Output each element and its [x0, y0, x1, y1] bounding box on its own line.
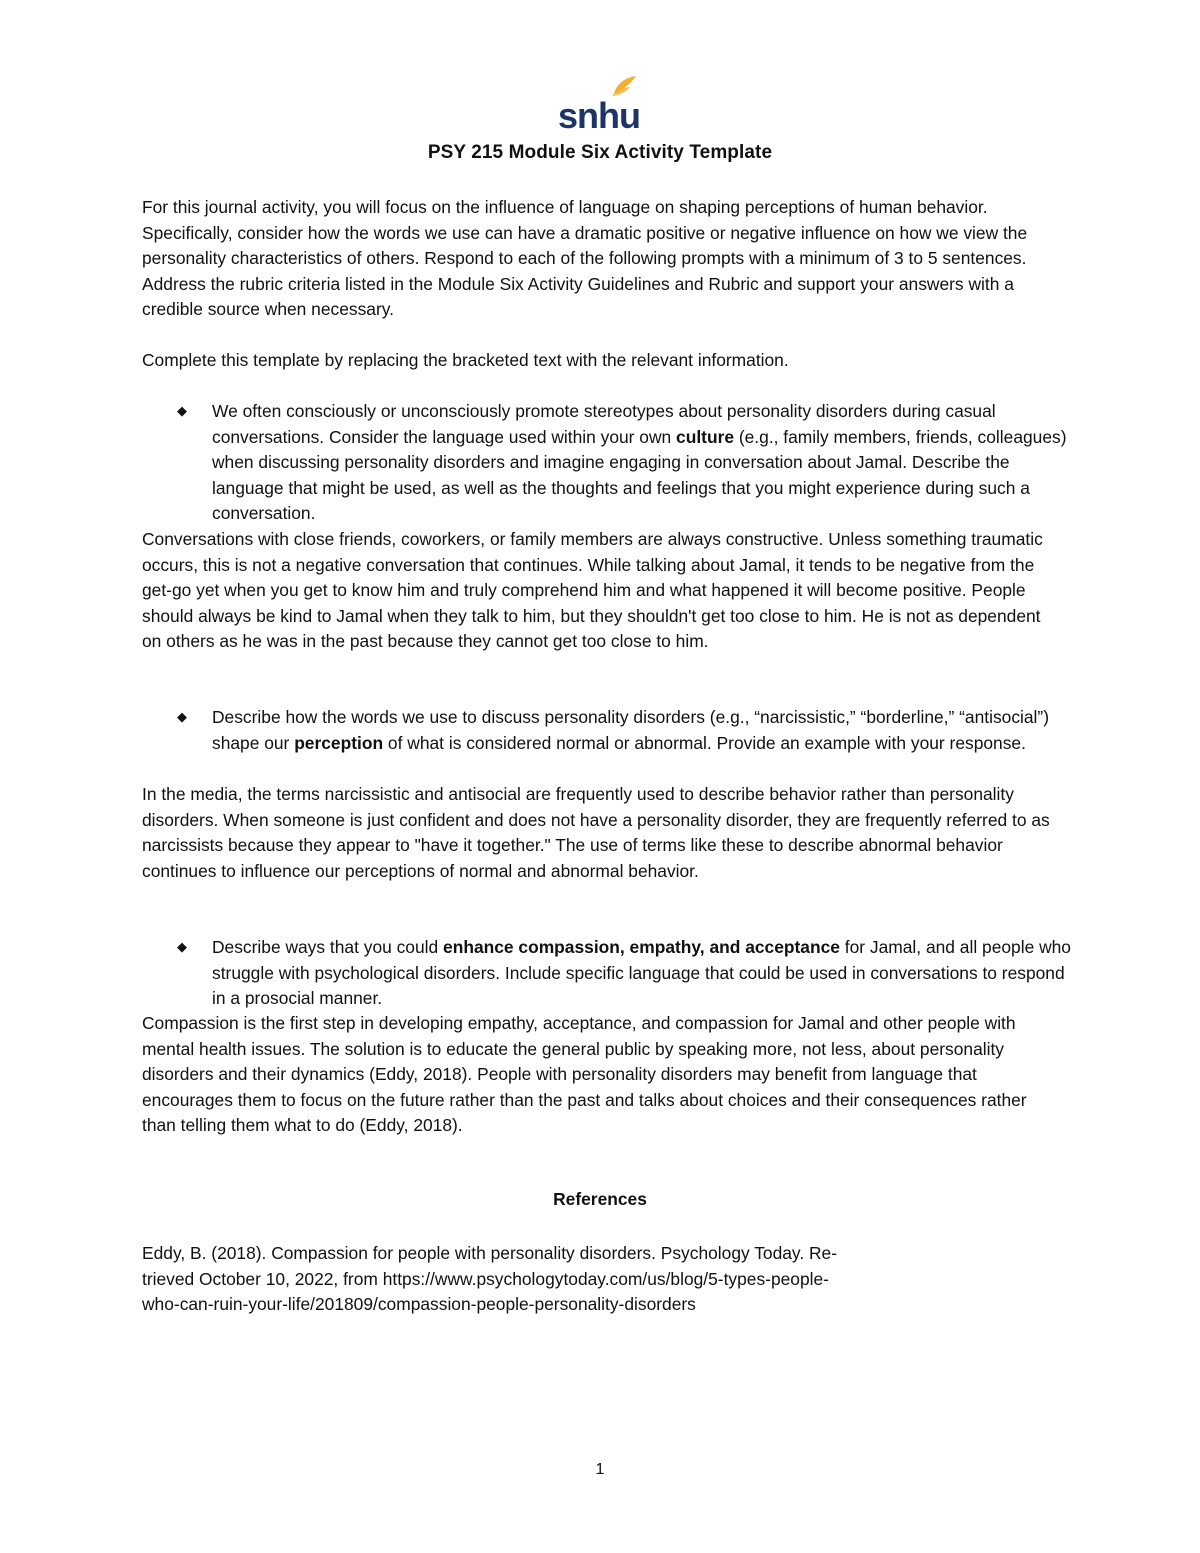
- response-2: In the media, the terms narcissistic and antisocial are frequently used to describe behavior rather than personality disorders. When someone is just confident and does not have a personality disorder, they are frequently referred to as narcissists because they appear to "have it together." The use of terms like these to describe abnormal behavior continues to influence our perceptions of normal and abnormal behavior.: [142, 784, 1050, 881]
- page-number: 1: [595, 1461, 605, 1478]
- prompt-2: [212, 705, 1072, 756]
- response-3: Compassion is the first step in developing empathy, acceptance, and compassion for Jamal and other people with mental health issues. The solution is to educate the general public by speaking more, not less, about personality disorders and their dynamics (Eddy, 2018). People with personality disorders may benefit from language that encourages them to focus on the future rather than the past and talks about choices and their consequences rather than telling them what to do (Eddy, 2018).: [142, 1013, 1027, 1135]
- prompt-3: [212, 935, 1072, 1012]
- prompt-2-text: Describe how the words we use to discuss personality disorders (e.g., “narcissistic,” “borderline,” “antisocial”) shape our: [212, 707, 1049, 753]
- reference-line: Eddy, B. (2018). Compassion for people with personality disorders. Psychology Today. Re-: [142, 1243, 838, 1263]
- bullet-icon: ◆: [177, 939, 187, 954]
- prompt-2-emphasis: perception: [294, 732, 384, 753]
- bullet-icon: ◆: [177, 403, 187, 418]
- prompt-3-text: Describe ways that you could: [212, 937, 444, 957]
- prompt-1-emphasis: culture: [676, 426, 735, 447]
- prompt-2-text-cont: of what is considered normal or abnormal. Provide an example with your response.: [383, 732, 1026, 753]
- prompt-1-text-cont: (e.g., family members, friends, colleagues) when discussing personality disorders and imagine engaging in conversation about Jamal. Describe the language that might be used, as well as the thoughts and feelings that you might experience during such a conversation.: [212, 426, 1067, 523]
- reference-line: who-can-ruin-your-life/201809/compassion-people-personality-disorders: [142, 1294, 696, 1314]
- reference-line: trieved October 10, 2022, from https://www.psychologytoday.com/us/blog/5-types-people-: [142, 1268, 829, 1289]
- prompt-3-text-cont: for Jamal, and all people who struggle with psychological disorders. Include specific language that could be used in conversations to respond in a prosocial manner.: [212, 937, 1071, 1008]
- prompt-1: [212, 399, 1072, 527]
- reference-entry: [142, 1241, 962, 1318]
- snhu-logo-graphic: [556, 74, 644, 132]
- instruction-paragraph: Complete this template by replacing the bracketed text with the relevant information.: [142, 350, 789, 370]
- document-title: PSY 215 Module Six Activity Template: [427, 142, 773, 163]
- snhu-logo: [556, 74, 644, 132]
- bullet-icon: ◆: [177, 709, 187, 724]
- prompt-1-text: We often consciously or unconsciously promote stereotypes about personality disorders during casual conversations. Consider the language used within your own: [212, 401, 996, 447]
- prompt-3-emphasis: enhance compassion, empathy, and acceptance: [443, 937, 840, 957]
- references-heading: References: [553, 1189, 647, 1209]
- response-1: Conversations with close friends, coworkers, or family members are always constructive. Unless something traumatic occurs, this is not a negative conversation that continues. While talking about Jamal, it tends to be negative from the get-go yet when you get to know him and truly comprehend him and what happened it will become positive. People should always be kind to Jamal when they talk to him, but they shouldn't get too close to him. He is not as dependent on others as he was in the past because they cannot get too close to him.: [142, 529, 1043, 651]
- intro-paragraph: For this journal activity, you will focus on the influence of language on shaping perceptions of human behavior. Specifically, consider how the words we use can have a dramatic positive or negative influence on how we view the personality characteristics of others. Respond to each of the following prompts with a minimum of 3 to 5 sentences. Address the rubric criteria listed in the Module Six Activity Guidelines and Rubric and support your answers with a credible source when necessary.: [142, 197, 1028, 319]
- logo-text: snhu: [558, 95, 640, 132]
